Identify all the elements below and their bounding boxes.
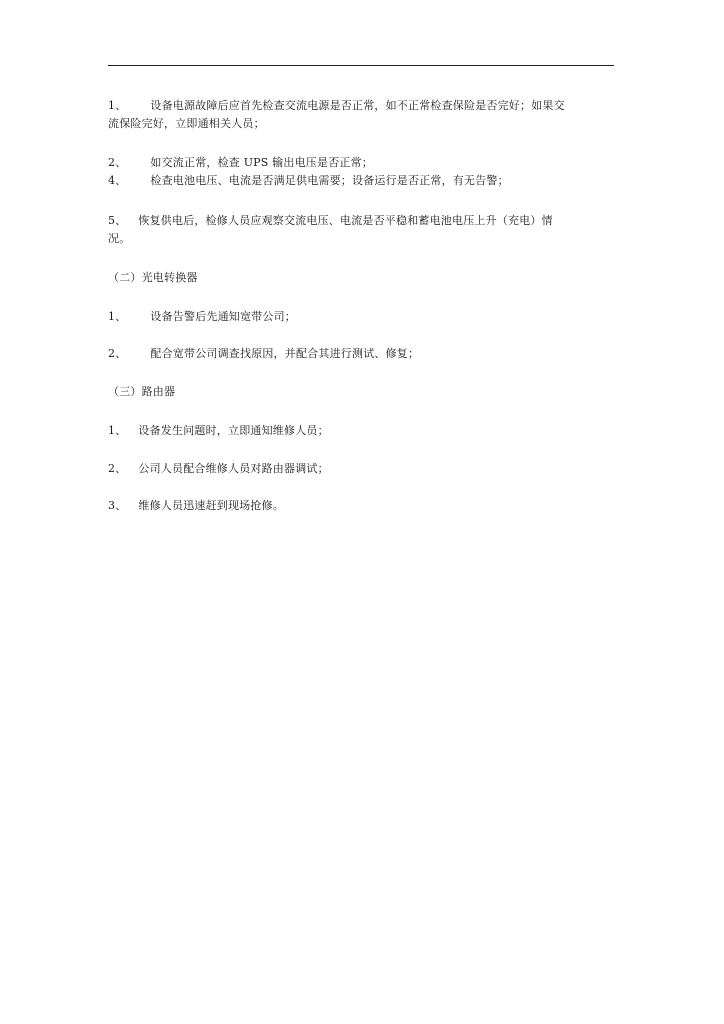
item-number: 2、 — [108, 156, 127, 169]
header-rule — [108, 65, 614, 66]
converter-item-2 — [108, 345, 614, 363]
item-text: 如交流正常，检查 UPS 输出电压是否正常； — [150, 156, 374, 169]
ups-item-1 — [108, 97, 614, 133]
item-text: 检查电池电压、电流是否满足供电需要；设备运行是否正常，有无告警； — [150, 174, 509, 187]
item-text: 维修人员迅速赶到现场抢修。 — [138, 499, 285, 512]
section-heading-converter: （二）光电转换器 — [108, 271, 198, 284]
ups-item-1-line2: 流保险完好，立即通相关人员； — [108, 117, 265, 130]
ups-item-5-line2: 况。 — [108, 232, 131, 245]
ups-item-2 — [108, 154, 614, 172]
item-number: 2、 — [108, 347, 127, 360]
item-text: 恢复供电后，检修人员应观察交流电压、电流是否平稳和蓄电池电压上升（充电）情 — [138, 214, 553, 227]
ups-item-5-line1 — [108, 212, 614, 230]
item-text: 设备发生问题时，立即通知维修人员； — [138, 424, 329, 437]
router-item-3 — [108, 497, 614, 515]
item-text: 配合宽带公司调查找原因，并配合其进行测试、修复； — [150, 347, 420, 360]
item-number: 4、 — [108, 174, 127, 187]
item-number: 1、 — [108, 310, 127, 323]
router-item-2 — [108, 460, 614, 478]
item-text: 设备电源故障后应首先检查交流电源是否正常，如不正常检查保险是否完好；如果交 — [150, 99, 565, 112]
ups-item-5 — [108, 212, 614, 248]
item-text: 公司人员配合维修人员对路由器调试； — [138, 462, 329, 475]
converter-item-1 — [108, 308, 614, 326]
item-number: 1、 — [108, 424, 127, 437]
item-number: 3、 — [108, 499, 127, 512]
item-number: 5、 — [108, 214, 127, 227]
item-number: 1、 — [108, 99, 127, 112]
section-heading-router: （三）路由器 — [108, 385, 176, 398]
item-text: 设备告警后先通知宽带公司； — [150, 310, 297, 323]
ups-item-4 — [108, 172, 614, 190]
ups-item-1-line1 — [108, 97, 614, 115]
router-item-1 — [108, 422, 614, 440]
item-number: 2、 — [108, 462, 127, 475]
